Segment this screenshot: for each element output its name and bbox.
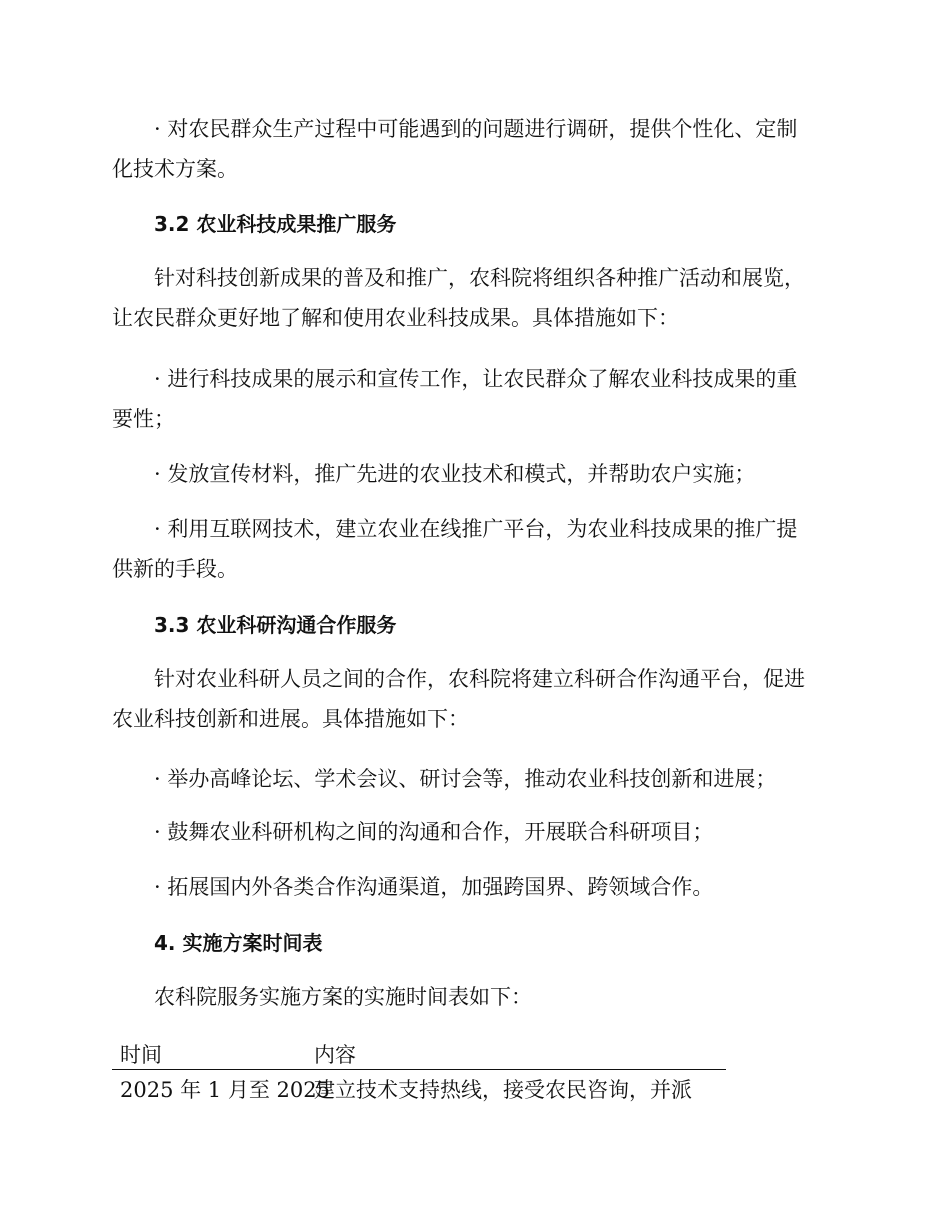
section-heading-3-2: 3.2 农业科技成果推广服务: [154, 212, 397, 236]
bullet-line: 供新的手段。: [112, 557, 238, 581]
table-header-content: 内容: [314, 1043, 356, 1067]
bullet-line: · 利用互联网技术，建立农业在线推广平台，为农业科技成果的推广提: [154, 517, 798, 541]
bullet-line: 化技术方案。: [112, 157, 238, 181]
bullet-line: · 拓展国内外各类合作沟通渠道，加强跨国界、跨领域合作。: [154, 875, 714, 899]
bullet-line: · 进行科技成果的展示和宣传工作，让农民群众了解农业科技成果的重: [154, 367, 798, 391]
table-row: [112, 1075, 726, 1105]
table-header-rule: [112, 1069, 726, 1070]
bullet-line: · 举办高峰论坛、学术会议、研讨会等，推动农业科技创新和进展；: [154, 767, 777, 791]
table-cell-content: 建立技术支持热线，接受农民咨询，并派: [314, 1078, 692, 1102]
bullet-line: · 对农民群众生产过程中可能遇到的问题进行调研，提供个性化、定制: [154, 117, 798, 141]
table-header-row: [112, 1040, 726, 1070]
paragraph-line: 农科院服务实施方案的实施时间表如下：: [154, 985, 532, 1009]
paragraph-line: 针对农业科研人员之间的合作，农科院将建立科研合作沟通平台，促进: [154, 667, 805, 691]
section-heading-4: 4. 实施方案时间表: [154, 931, 323, 955]
bullet-line: · 发放宣传材料，推广先进的农业技术和模式，并帮助农户实施；: [154, 462, 756, 486]
section-heading-3-3: 3.3 农业科研沟通合作服务: [154, 613, 397, 637]
bullet-line: · 鼓舞农业科研机构之间的沟通和合作，开展联合科研项目；: [154, 820, 714, 844]
bullet-line: 要性；: [112, 407, 175, 431]
paragraph-line: 让农民群众更好地了解和使用农业科技成果。具体措施如下：: [112, 306, 679, 330]
paragraph-line: 农业科技创新和进展。具体措施如下：: [112, 707, 469, 731]
paragraph-line: 针对科技创新成果的普及和推广，农科院将组织各种推广活动和展览，: [154, 266, 805, 290]
table-cell-time: 2025 年 1 月至 2025: [120, 1078, 330, 1102]
table-header-time: 时间: [120, 1043, 162, 1067]
